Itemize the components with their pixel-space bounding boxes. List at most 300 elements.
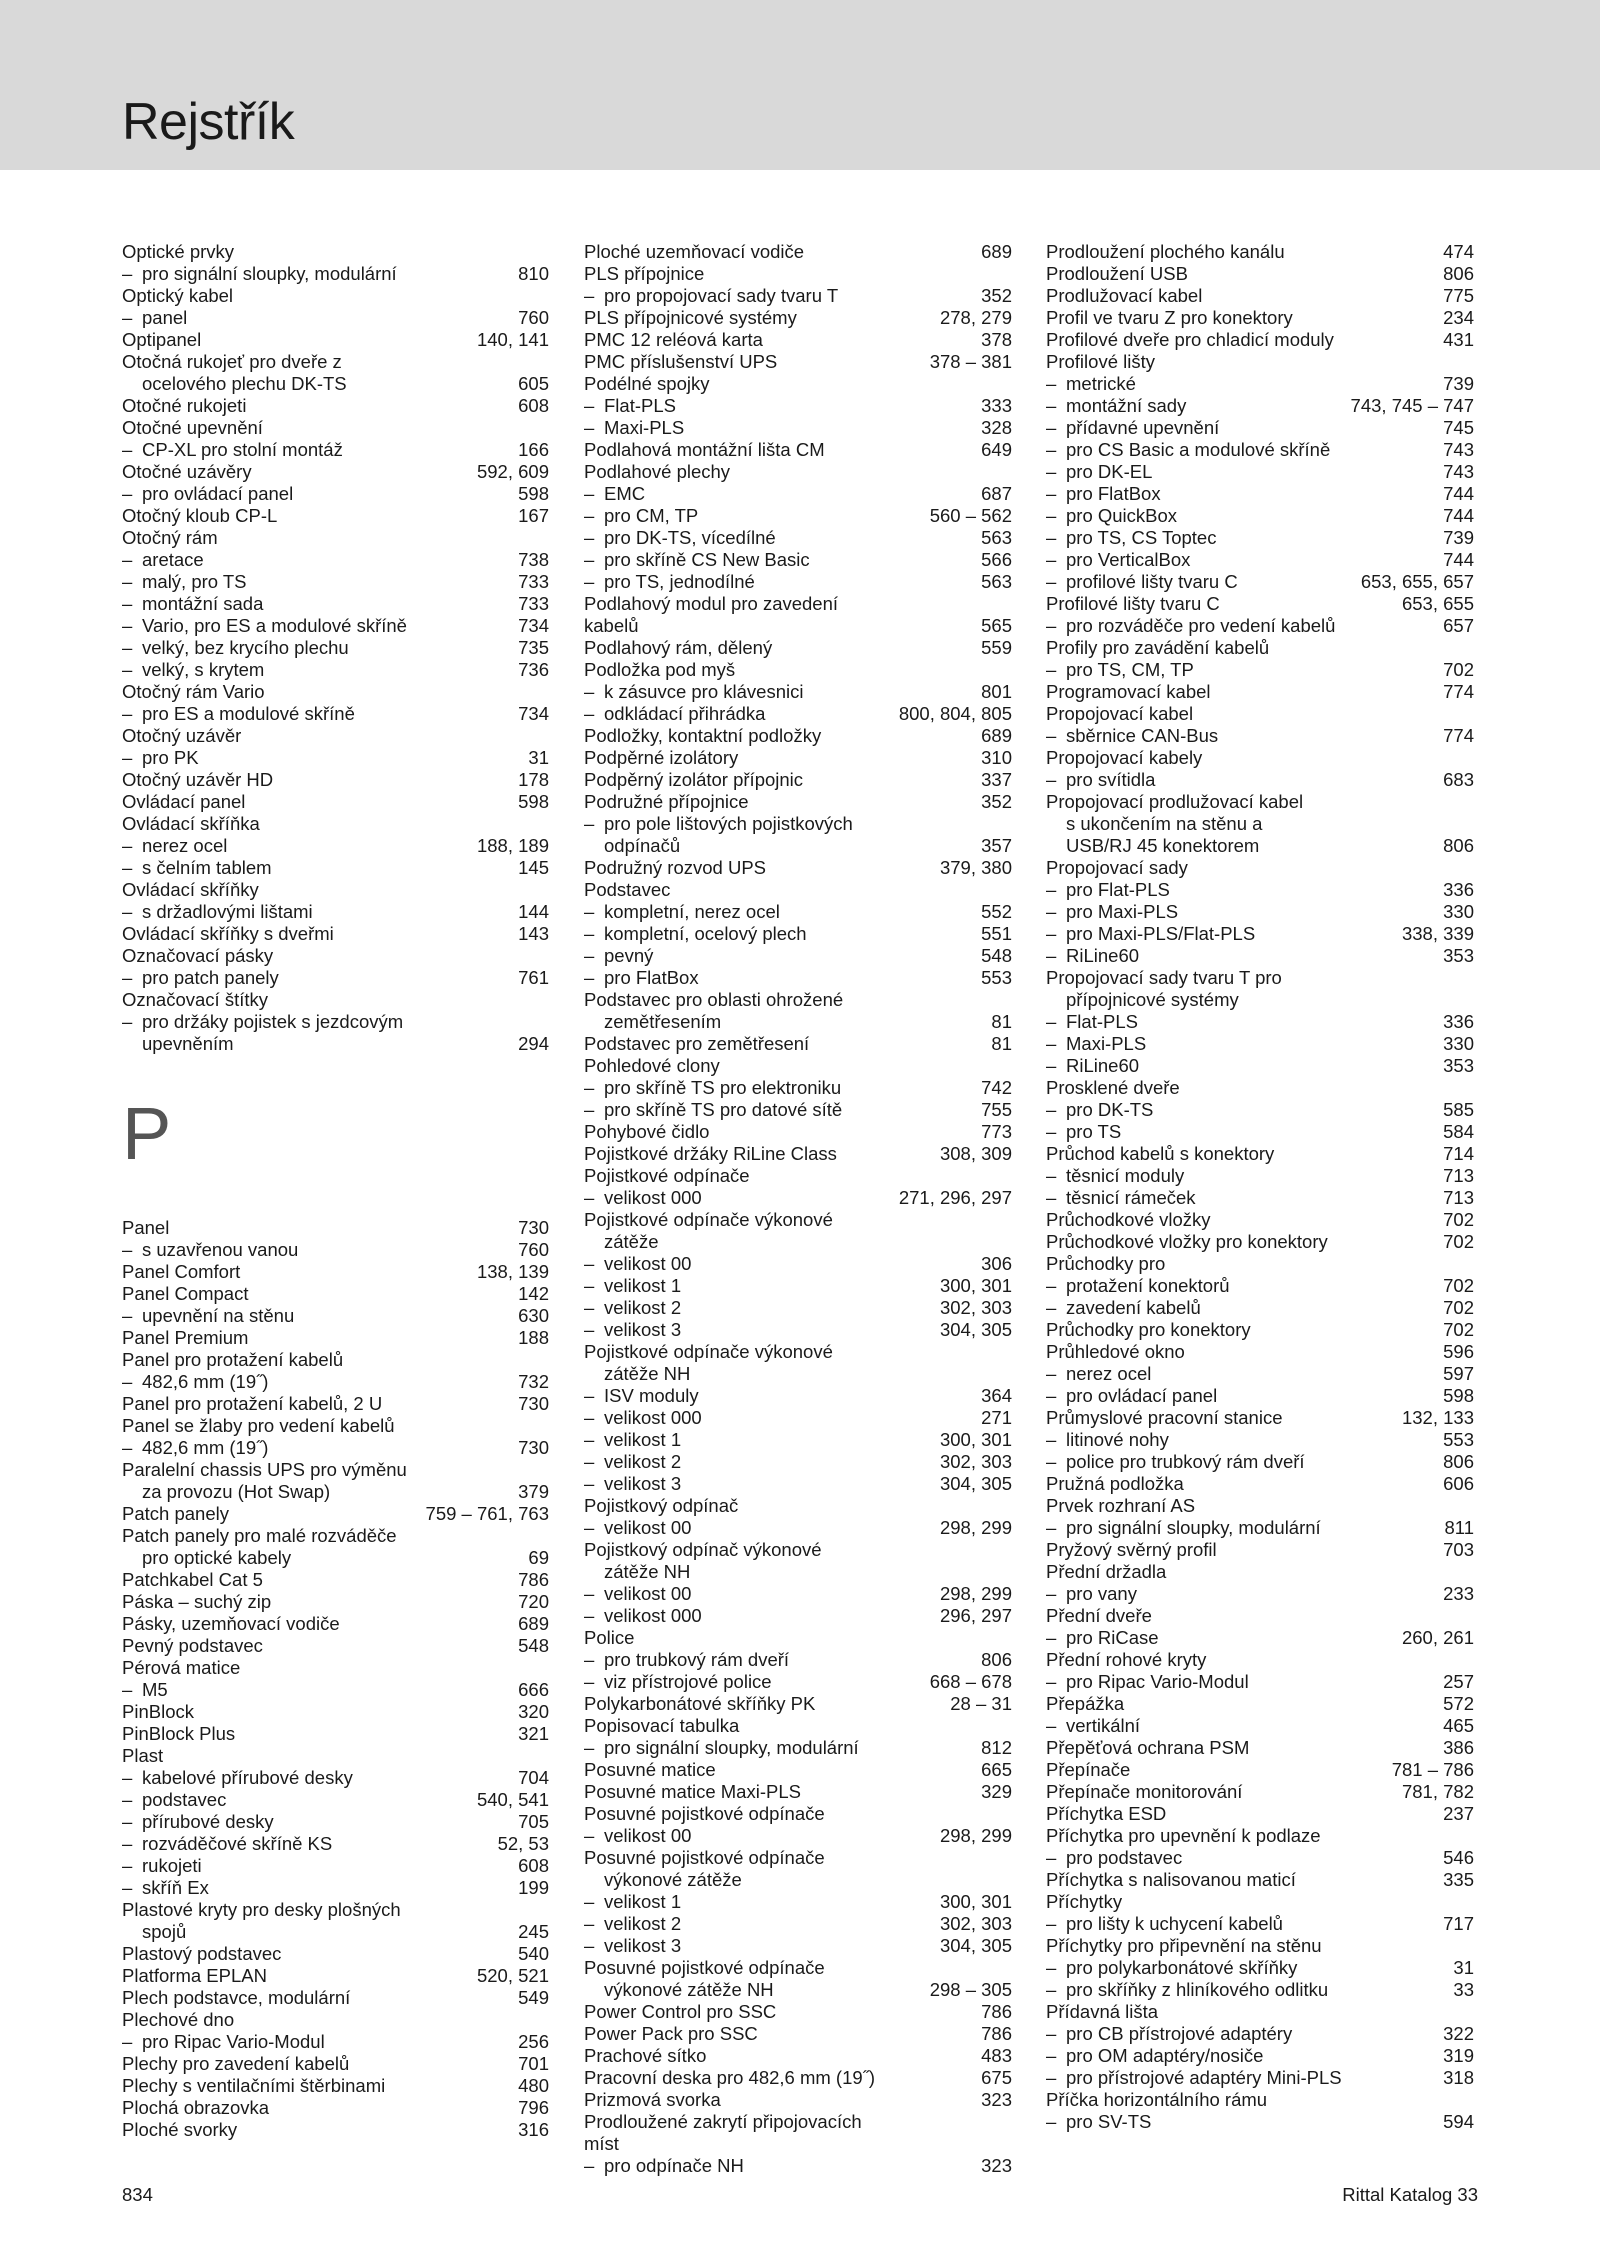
entry-page-ref: 702 xyxy=(1443,1319,1474,1340)
entry-term: – pro TS, jednodílné xyxy=(604,571,755,592)
entry-term: Otočné uzávěry xyxy=(122,461,252,482)
entry-term: Příčka horizontálního rámu xyxy=(1046,2089,1268,2110)
index-entry xyxy=(122,1811,549,1833)
entry-page-ref: 352 xyxy=(981,791,1012,812)
entry-page-ref: 565 xyxy=(981,615,1012,636)
index-entry xyxy=(122,1283,549,1305)
entry-term: Ovládací skříňky xyxy=(122,879,259,900)
entry-term: – malý, pro TS xyxy=(142,571,247,592)
index-entry xyxy=(584,681,1012,703)
entry-page-ref: 145 xyxy=(518,857,549,878)
entry-term: – 482,6 mm (19˝) xyxy=(142,1437,269,1458)
entry-page-ref: 328 xyxy=(981,417,1012,438)
entry-page-ref: 801 xyxy=(981,681,1012,702)
entry-page-ref: 653, 655 xyxy=(1401,593,1474,614)
entry-page-ref: 310 xyxy=(981,747,1012,768)
entry-page-ref: 338, 339 xyxy=(1401,923,1474,944)
entry-term: zátěže NH xyxy=(604,1561,691,1582)
entry-term: – těsnicí rámeček xyxy=(1066,1187,1196,1208)
entry-term: Posuvné pojistkové odpínače xyxy=(584,1957,825,1978)
entry-term: Průchod kabelů s konektory xyxy=(1046,1143,1275,1164)
entry-page-ref: 745 xyxy=(1443,417,1474,438)
entry-page-ref: 316 xyxy=(518,2119,549,2140)
index-entry xyxy=(1046,1759,1474,1781)
entry-page-ref: 31 xyxy=(528,747,549,768)
index-entry xyxy=(1046,1869,1474,1891)
entry-page-ref: 596 xyxy=(1443,1341,1474,1362)
entry-term: Prachové sítko xyxy=(584,2045,707,2066)
index-entry xyxy=(584,439,1012,461)
entry-term: – velikost 00 xyxy=(604,1583,692,1604)
entry-term: – rozváděčové skříně KS xyxy=(142,1833,333,1854)
entry-page-ref: 584 xyxy=(1443,1121,1474,1142)
entry-page-ref: 140, 141 xyxy=(476,329,549,350)
entry-term: – pro Ripac Vario-Modul xyxy=(1066,1671,1249,1692)
entry-term: Panel pro protažení kabelů, 2 U xyxy=(122,1393,383,1414)
entry-page-ref: 553 xyxy=(1443,1429,1474,1450)
entry-page-ref: 379 xyxy=(518,1481,549,1502)
index-entry xyxy=(122,1745,549,1767)
index-entry xyxy=(584,1297,1012,1319)
index-entry xyxy=(584,241,1012,263)
entry-term: – pro ovládací panel xyxy=(1066,1385,1218,1406)
entry-page-ref: 703 xyxy=(1443,1539,1474,1560)
index-entry xyxy=(584,1781,1012,1803)
entry-term: Platforma EPLAN xyxy=(122,1965,267,1986)
index-entry xyxy=(1046,285,1474,307)
entry-term: výkonové zátěže NH xyxy=(604,1979,774,2000)
entry-term: Podpěrný izolátor přípojnic xyxy=(584,769,804,790)
entry-page-ref: 734 xyxy=(518,615,549,636)
entry-term: zátěže NH xyxy=(604,1363,691,1384)
entry-term: – podstavec xyxy=(142,1789,227,1810)
index-list-o xyxy=(122,241,549,1055)
index-entry xyxy=(1046,2023,1474,2045)
entry-term: Prodlužovací kabel xyxy=(1046,285,1203,306)
entry-term: Propojovací sady xyxy=(1046,857,1188,878)
entry-page-ref: 594 xyxy=(1443,2111,1474,2132)
index-entry xyxy=(1046,1231,1474,1253)
entry-term: – velikost 1 xyxy=(604,1275,682,1296)
index-entry xyxy=(1046,769,1474,791)
index-entry xyxy=(584,1077,1012,1099)
entry-page-ref: 379, 380 xyxy=(939,857,1012,878)
entry-term: Pryžový svěrný profil xyxy=(1046,1539,1217,1560)
index-entry xyxy=(584,1803,1012,1825)
entry-term: Pojistkové odpínače výkonové xyxy=(584,1209,833,1230)
entry-term: Označovací pásky xyxy=(122,945,274,966)
index-entry xyxy=(1046,1209,1474,1231)
entry-page-ref: 474 xyxy=(1443,241,1474,262)
entry-page-ref: 653, 655, 657 xyxy=(1360,571,1474,592)
index-entry xyxy=(122,1569,549,1591)
entry-term: – pro CM, TP xyxy=(604,505,699,526)
entry-term: Ovládací panel xyxy=(122,791,246,812)
entry-term: Ovládací skříňky s dveřmi xyxy=(122,923,334,944)
entry-page-ref: 761 xyxy=(518,967,549,988)
index-entry xyxy=(122,1437,549,1459)
index-entry xyxy=(122,571,549,593)
index-entry xyxy=(122,439,549,461)
entry-term: – s uzavřenou vanou xyxy=(142,1239,299,1260)
entry-page-ref: 665 xyxy=(981,1759,1012,1780)
entry-term: – pro signální sloupky, modulární xyxy=(1066,1517,1321,1538)
entry-term: USB/RJ 45 konektorem xyxy=(1066,835,1260,856)
index-entry xyxy=(122,1657,549,1679)
entry-term: – pro DK-EL xyxy=(1066,461,1153,482)
entry-page-ref: 166 xyxy=(518,439,549,460)
entry-page-ref: 608 xyxy=(518,1855,549,1876)
entry-page-ref: 81 xyxy=(991,1033,1012,1054)
entry-page-ref: 732 xyxy=(518,1371,549,1392)
entry-term: – velikost 000 xyxy=(604,1187,702,1208)
entry-term: Panel Comfort xyxy=(122,1261,241,1282)
entry-page-ref: 738 xyxy=(518,549,549,570)
entry-page-ref: 796 xyxy=(518,2097,549,2118)
index-entry xyxy=(122,1547,549,1569)
entry-term: PinBlock xyxy=(122,1701,194,1722)
entry-term: – pro propojovací sady tvaru T xyxy=(604,285,839,306)
index-entry xyxy=(1046,1803,1474,1825)
entry-term: Patch panely pro malé rozváděče xyxy=(122,1525,397,1546)
entry-page-ref: 781, 782 xyxy=(1401,1781,1474,1802)
index-entry xyxy=(584,395,1012,417)
entry-page-ref: 806 xyxy=(1443,1451,1474,1472)
entry-page-ref: 540, 541 xyxy=(476,1789,549,1810)
entry-page-ref: 714 xyxy=(1443,1143,1474,1164)
entry-term: Podružné přípojnice xyxy=(584,791,749,812)
entry-term: Pásky, uzemňovací vodiče xyxy=(122,1613,340,1634)
entry-term: Ploché svorky xyxy=(122,2119,238,2140)
index-entry xyxy=(122,2053,549,2075)
entry-term: – velikost 3 xyxy=(604,1319,682,1340)
index-entry xyxy=(1046,1649,1474,1671)
index-entry xyxy=(1046,989,1474,1011)
index-entry xyxy=(584,791,1012,813)
entry-term: – pro přístrojové adaptéry Mini-PLS xyxy=(1066,2067,1342,2088)
entry-page-ref: 304, 305 xyxy=(939,1319,1012,1340)
entry-term: – montážní sada xyxy=(142,593,264,614)
entry-page-ref: 378 xyxy=(981,329,1012,350)
entry-term: Podlahový rám, dělený xyxy=(584,637,773,658)
index-entry xyxy=(122,285,549,307)
entry-term: PMC 12 reléová karta xyxy=(584,329,763,350)
index-entry xyxy=(1046,615,1474,637)
entry-term: Posuvné matice xyxy=(584,1759,716,1780)
entry-term: Přední držadla xyxy=(1046,1561,1167,1582)
entry-term: Označovací štítky xyxy=(122,989,268,1010)
index-entry xyxy=(122,1525,549,1547)
index-entry xyxy=(1046,1121,1474,1143)
entry-page-ref: 559 xyxy=(981,637,1012,658)
entry-page-ref: 353 xyxy=(1443,1055,1474,1076)
index-entry xyxy=(1046,417,1474,439)
index-entry xyxy=(1046,1935,1474,1957)
index-entry xyxy=(584,571,1012,593)
entry-term: – nerez ocel xyxy=(1066,1363,1152,1384)
entry-page-ref: 702 xyxy=(1443,1231,1474,1252)
index-entry xyxy=(1046,1979,1474,2001)
index-entry xyxy=(584,725,1012,747)
entry-page-ref: 549 xyxy=(518,1987,549,2008)
index-entry xyxy=(1046,329,1474,351)
index-entry xyxy=(122,813,549,835)
index-entry xyxy=(584,1869,1012,1891)
index-entry xyxy=(1046,1055,1474,1077)
entry-term: Propojovací kabel xyxy=(1046,703,1194,724)
entry-page-ref: 720 xyxy=(518,1591,549,1612)
index-entry xyxy=(122,241,549,263)
index-entry xyxy=(1046,1011,1474,1033)
entry-page-ref: 52, 53 xyxy=(497,1833,549,1854)
entry-page-ref: 300, 301 xyxy=(939,1275,1012,1296)
entry-term: Profily pro zavádění kabelů xyxy=(1046,637,1270,658)
index-entry xyxy=(1046,857,1474,879)
index-entry xyxy=(1046,1715,1474,1737)
entry-term: Pojistkové držáky RiLine Class xyxy=(584,1143,837,1164)
entry-term: Profilové lišty xyxy=(1046,351,1155,372)
index-entry xyxy=(1046,571,1474,593)
entry-term: Otočný rám xyxy=(122,527,218,548)
entry-page-ref: 553 xyxy=(981,967,1012,988)
entry-term: Pohybové čidlo xyxy=(584,1121,710,1142)
entry-page-ref: 606 xyxy=(1443,1473,1474,1494)
index-entry xyxy=(122,2097,549,2119)
entry-page-ref: 733 xyxy=(518,571,549,592)
entry-term: – M5 xyxy=(142,1679,168,1700)
index-entry xyxy=(584,461,1012,483)
index-entry xyxy=(122,1789,549,1811)
entry-term: – pro SV-TS xyxy=(1066,2111,1152,2132)
index-entry xyxy=(1046,879,1474,901)
index-entry xyxy=(584,1583,1012,1605)
index-entry xyxy=(122,1393,549,1415)
index-entry xyxy=(122,527,549,549)
entry-term: – velikost 1 xyxy=(604,1429,682,1450)
entry-term: Prosklené dveře xyxy=(1046,1077,1180,1098)
entry-page-ref: 33 xyxy=(1453,1979,1474,2000)
entry-term: Přední rohové kryty xyxy=(1046,1649,1207,1670)
index-entry xyxy=(1046,1165,1474,1187)
entry-page-ref: 806 xyxy=(1443,263,1474,284)
entry-page-ref: 744 xyxy=(1443,505,1474,526)
entry-page-ref: 806 xyxy=(981,1649,1012,1670)
entry-term: – velikost 3 xyxy=(604,1473,682,1494)
entry-term: Optipanel xyxy=(122,329,202,350)
entry-page-ref: 775 xyxy=(1443,285,1474,306)
entry-term: – pro odpínače NH xyxy=(604,2155,744,2176)
entry-term: Přední dveře xyxy=(1046,1605,1152,1626)
entry-term: – pro DK-TS xyxy=(1066,1099,1154,1120)
entry-page-ref: 271, 296, 297 xyxy=(898,1187,1012,1208)
index-entry xyxy=(584,1825,1012,1847)
index-entry xyxy=(122,659,549,681)
index-entry xyxy=(122,879,549,901)
entry-term: – velký, bez krycího plechu xyxy=(142,637,349,658)
index-entry xyxy=(1046,1957,1474,1979)
entry-term: – EMC xyxy=(604,483,646,504)
entry-page-ref: 566 xyxy=(981,549,1012,570)
entry-term: – rukojeti xyxy=(142,1855,202,1876)
page-number: 834 xyxy=(122,2184,153,2205)
entry-page-ref: 730 xyxy=(518,1217,549,1238)
entry-page-ref: 302, 303 xyxy=(939,1297,1012,1318)
index-entry xyxy=(122,1481,549,1503)
index-entry xyxy=(1046,923,1474,945)
index-entry xyxy=(1046,967,1474,989)
entry-term: – upevnění na stěnu xyxy=(142,1305,295,1326)
entry-term: – Maxi-PLS xyxy=(1066,1033,1147,1054)
index-entry xyxy=(584,483,1012,505)
index-entry xyxy=(122,1833,549,1855)
index-entry xyxy=(584,703,1012,725)
entry-term: Police xyxy=(584,1627,635,1648)
entry-page-ref: 335 xyxy=(1443,1869,1474,1890)
index-entry xyxy=(122,593,549,615)
entry-page-ref: 540 xyxy=(518,1943,549,1964)
entry-page-ref: 323 xyxy=(981,2089,1012,2110)
entry-term: Plech podstavce, modulární xyxy=(122,1987,351,2008)
entry-term: Paralelní chassis UPS pro výměnu xyxy=(122,1459,407,1480)
entry-term: – pro Flat-PLS xyxy=(1066,879,1170,900)
entry-term: – pro skříňky z hliníkového odlitku xyxy=(1066,1979,1329,2000)
entry-term: Optický kabel xyxy=(122,285,234,306)
entry-term: Otočné rukojeti xyxy=(122,395,247,416)
index-entry xyxy=(584,1451,1012,1473)
index-entry xyxy=(122,1965,549,1987)
entry-term: – pro RiCase xyxy=(1066,1627,1159,1648)
index-entry xyxy=(1046,747,1474,769)
entry-term: – přírubové desky xyxy=(142,1811,274,1832)
index-entry xyxy=(122,1613,549,1635)
entry-page-ref: 702 xyxy=(1443,1209,1474,1230)
entry-term: Páska – suchý zip xyxy=(122,1591,272,1612)
index-entry xyxy=(122,1767,549,1789)
index-entry xyxy=(1046,1495,1474,1517)
entry-term: – pro ES a modulové skříně xyxy=(142,703,355,724)
entry-term: Podstavec pro oblasti ohrožené xyxy=(584,989,844,1010)
index-entry xyxy=(122,1459,549,1481)
entry-page-ref: 329 xyxy=(981,1781,1012,1802)
entry-page-ref: 260, 261 xyxy=(1401,1627,1474,1648)
entry-term: – pro Ripac Vario-Modul xyxy=(142,2031,325,2052)
entry-term: Plechy s ventilačními štěrbinami xyxy=(122,2075,386,2096)
entry-page-ref: 773 xyxy=(981,1121,1012,1142)
entry-term: Příchytka ESD xyxy=(1046,1803,1167,1824)
index-entry xyxy=(584,1737,1012,1759)
entry-page-ref: 357 xyxy=(981,835,1012,856)
entry-term: – pevný xyxy=(604,945,654,966)
index-entry xyxy=(122,703,549,725)
index-entry xyxy=(584,1407,1012,1429)
entry-term: Podlahové plechy xyxy=(584,461,731,482)
entry-term: – velikost 1 xyxy=(604,1891,682,1912)
entry-term: ocelového plechu DK-TS xyxy=(142,373,347,394)
entry-page-ref: 572 xyxy=(1443,1693,1474,1714)
entry-term: – montážní sady xyxy=(1066,395,1187,416)
entry-term: – kompletní, ocelový plech xyxy=(604,923,807,944)
index-column-1 xyxy=(122,241,549,2141)
entry-page-ref: 739 xyxy=(1443,373,1474,394)
index-entry xyxy=(122,549,549,571)
entry-page-ref: 735 xyxy=(518,637,549,658)
entry-page-ref: 560 – 562 xyxy=(929,505,1012,526)
entry-page-ref: 760 xyxy=(518,1239,549,1260)
entry-term: – pro Maxi-PLS xyxy=(1066,901,1179,922)
entry-term: – pro QuickBox xyxy=(1066,505,1178,526)
index-entry xyxy=(1046,373,1474,395)
index-entry xyxy=(584,1517,1012,1539)
index-entry xyxy=(584,747,1012,769)
index-entry xyxy=(122,329,549,351)
index-entry xyxy=(584,1957,1012,1979)
entry-term: – pro TS, CS Toptec xyxy=(1066,527,1217,548)
section-letter-p: P xyxy=(122,1092,172,1175)
index-entry xyxy=(1046,1737,1474,1759)
entry-term: Příchytky pro připevnění na stěnu xyxy=(1046,1935,1322,1956)
entry-term: Pojistkové odpínače xyxy=(584,1165,750,1186)
entry-term: – pro FlatBox xyxy=(1066,483,1161,504)
entry-page-ref: 465 xyxy=(1443,1715,1474,1736)
entry-term: PMC příslušenství UPS xyxy=(584,351,778,372)
entry-term: – pro skříně TS pro elektroniku xyxy=(604,1077,842,1098)
index-entry xyxy=(122,857,549,879)
entry-term: – velikost 00 xyxy=(604,1253,692,1274)
entry-term: – Vario, pro ES a modulové skříně xyxy=(142,615,407,636)
entry-term: Posuvné pojistkové odpínače xyxy=(584,1847,825,1868)
index-entry xyxy=(1046,1451,1474,1473)
index-entry xyxy=(584,1033,1012,1055)
entry-page-ref: 278, 279 xyxy=(939,307,1012,328)
entry-term: – pro DK-TS, vícedílné xyxy=(604,527,776,548)
entry-term: Polykarbonátové skříňky PK xyxy=(584,1693,816,1714)
index-entry xyxy=(122,769,549,791)
entry-page-ref: 759 – 761, 763 xyxy=(425,1503,549,1524)
entry-page-ref: 786 xyxy=(981,2023,1012,2044)
entry-term: Profilové lišty tvaru C xyxy=(1046,593,1220,614)
entry-term: Plechové dno xyxy=(122,2009,235,2030)
index-entry xyxy=(584,2067,1012,2089)
entry-term: Panel Premium xyxy=(122,1327,249,1348)
entry-page-ref: 608 xyxy=(518,395,549,416)
index-entry xyxy=(584,1209,1012,1231)
index-entry xyxy=(1046,835,1474,857)
entry-page-ref: 592, 609 xyxy=(476,461,549,482)
index-entry xyxy=(122,483,549,505)
entry-term: – Flat-PLS xyxy=(604,395,676,416)
index-entry xyxy=(1046,945,1474,967)
entry-term: Pojistkové odpínače výkonové xyxy=(584,1341,833,1362)
entry-page-ref: 786 xyxy=(518,1569,549,1590)
index-entry xyxy=(584,1341,1012,1363)
index-entry xyxy=(584,307,1012,329)
entry-page-ref: 630 xyxy=(518,1305,549,1326)
index-entry xyxy=(1046,1561,1474,1583)
entry-page-ref: 138, 139 xyxy=(476,1261,549,1282)
entry-term: – velikost 2 xyxy=(604,1451,682,1472)
index-entry xyxy=(584,1143,1012,1165)
entry-term: Programovací kabel xyxy=(1046,681,1211,702)
entry-term: Příchytka s nalisovanou maticí xyxy=(1046,1869,1296,1890)
entry-page-ref: 800, 804, 805 xyxy=(898,703,1012,724)
entry-term: – police pro trubkový rám dveří xyxy=(1066,1451,1305,1472)
entry-term: Popisovací tabulka xyxy=(584,1715,740,1736)
index-entry xyxy=(1046,1693,1474,1715)
entry-page-ref: 520, 521 xyxy=(476,1965,549,1986)
entry-page-ref: 132, 133 xyxy=(1401,1407,1474,1428)
entry-page-ref: 300, 301 xyxy=(939,1429,1012,1450)
entry-term: – kompletní, nerez ocel xyxy=(604,901,780,922)
